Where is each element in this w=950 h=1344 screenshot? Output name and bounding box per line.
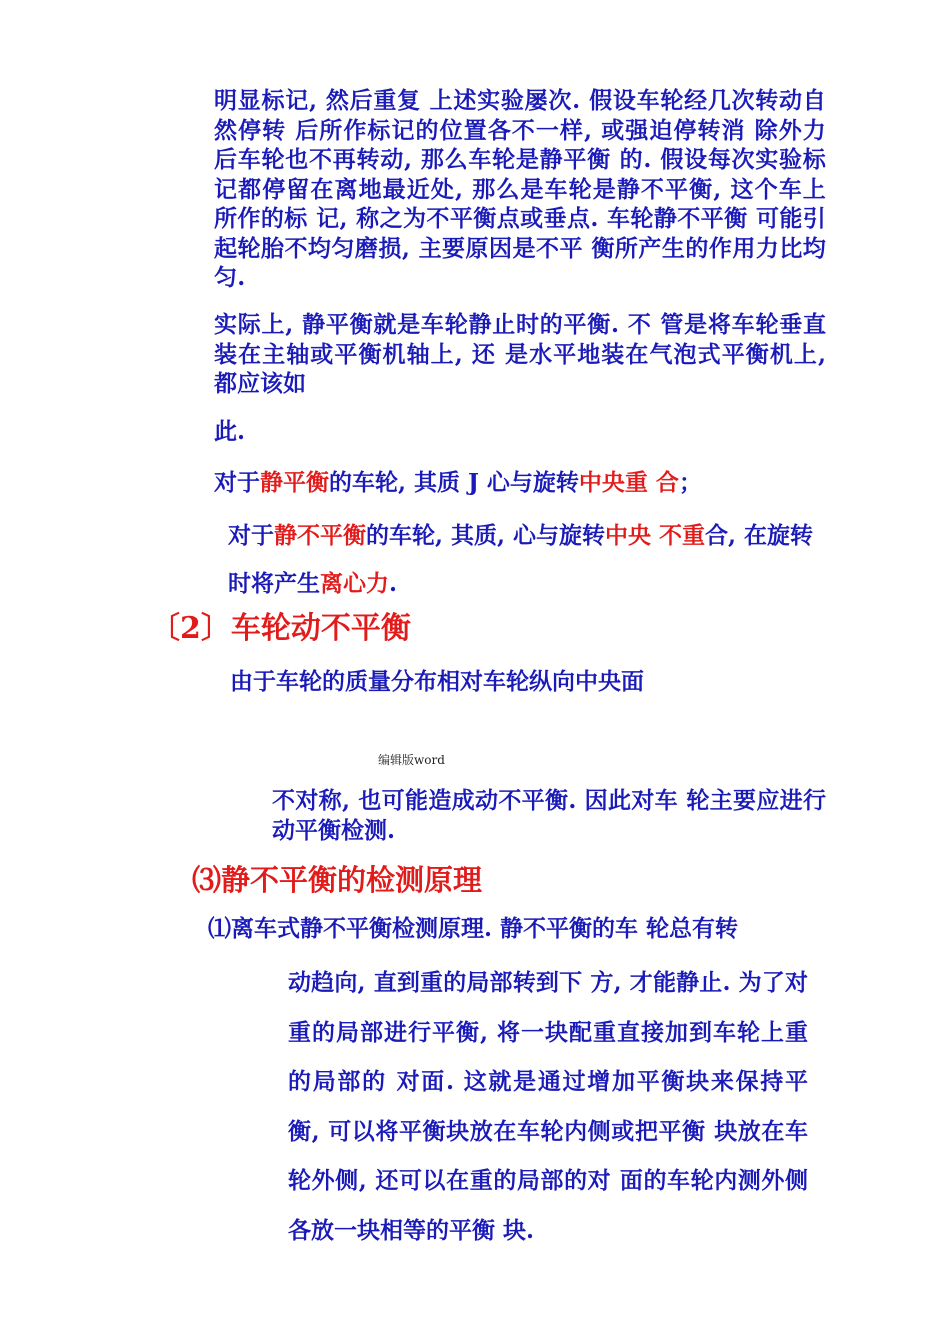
page-footer: 编辑版word	[378, 753, 445, 767]
body-paragraph-6: 由于车轮的质量分布相对车轮纵向中央面	[230, 668, 644, 695]
text-segment: ；	[678, 469, 702, 496]
highlight-term: 中央重 合	[578, 469, 679, 496]
body-paragraph-3: 此.	[214, 418, 246, 445]
text-segment: 的车轮, 其质, 心与旋转	[366, 522, 606, 549]
text-segment: .	[389, 570, 398, 597]
static-imbalance-line	[228, 512, 826, 608]
static-balance-line	[214, 464, 702, 497]
text-segment: 对于	[228, 522, 274, 549]
body-paragraph-1: 明显标记, 然后重复 上述实验屡次. 假设车轮经几次转动自然停转 后所作标记的位置各不一样, 或强迫停转消 除外力后车轮也不再转动, 那么车轮是静平衡 的. 假设每次实验标记都停留在离地最近处, 那么是车轮是静不平衡, 这个车上所作的标 记, 称之为不平衡点或垂点. 车轮静不平衡 可能引起轮胎不均匀磨损, 主要原因是不平 衡所产生的作用力比均匀.	[214, 87, 826, 291]
body-paragraph-2: 实际上, 静平衡就是车轮静止时的平衡. 不 管是将车轮垂直装在主轴或平衡机轴上, 还 是水平地装在气泡式平衡机上, 都应该如	[214, 311, 826, 397]
body-paragraph-7: 不对称, 也可能造成动不平衡. 因此对车 轮主要应进行动平衡检测.	[272, 787, 826, 844]
section-heading-detection-principle: ⑶静不平衡的检测原理	[192, 863, 483, 897]
text-segment: 对于	[214, 469, 260, 496]
section-heading-dynamic-imbalance: 〔2〕车轮动不平衡	[150, 611, 411, 646]
highlight-term: 静平衡	[260, 469, 329, 496]
highlight-term: 离心力	[320, 570, 389, 597]
text-segment: 合, 在旋转时将产生	[228, 522, 814, 597]
body-paragraph-9: 动趋向, 直到重的局部转到下 方, 才能静止. 为了对重的局部进行平衡, 将一块配重直接加到车轮上重的局部的 对面. 这就是通过增加平衡块来保持平 衡, 可以将平衡块放在车轮内侧或把平衡 块放在车轮外侧, 还可以在重的局部的对 面的车轮内测外侧各放一块相等的平衡 块.	[288, 969, 808, 1244]
highlight-term: 静不平衡	[274, 522, 366, 549]
highlight-term: 中央 不重	[605, 522, 706, 549]
body-paragraph-8: ⑴离车式静不平衡检测原理. 静不平衡的车 轮总有转	[208, 915, 739, 942]
text-segment: 的车轮, 其质 J 心与旋转	[329, 469, 579, 496]
